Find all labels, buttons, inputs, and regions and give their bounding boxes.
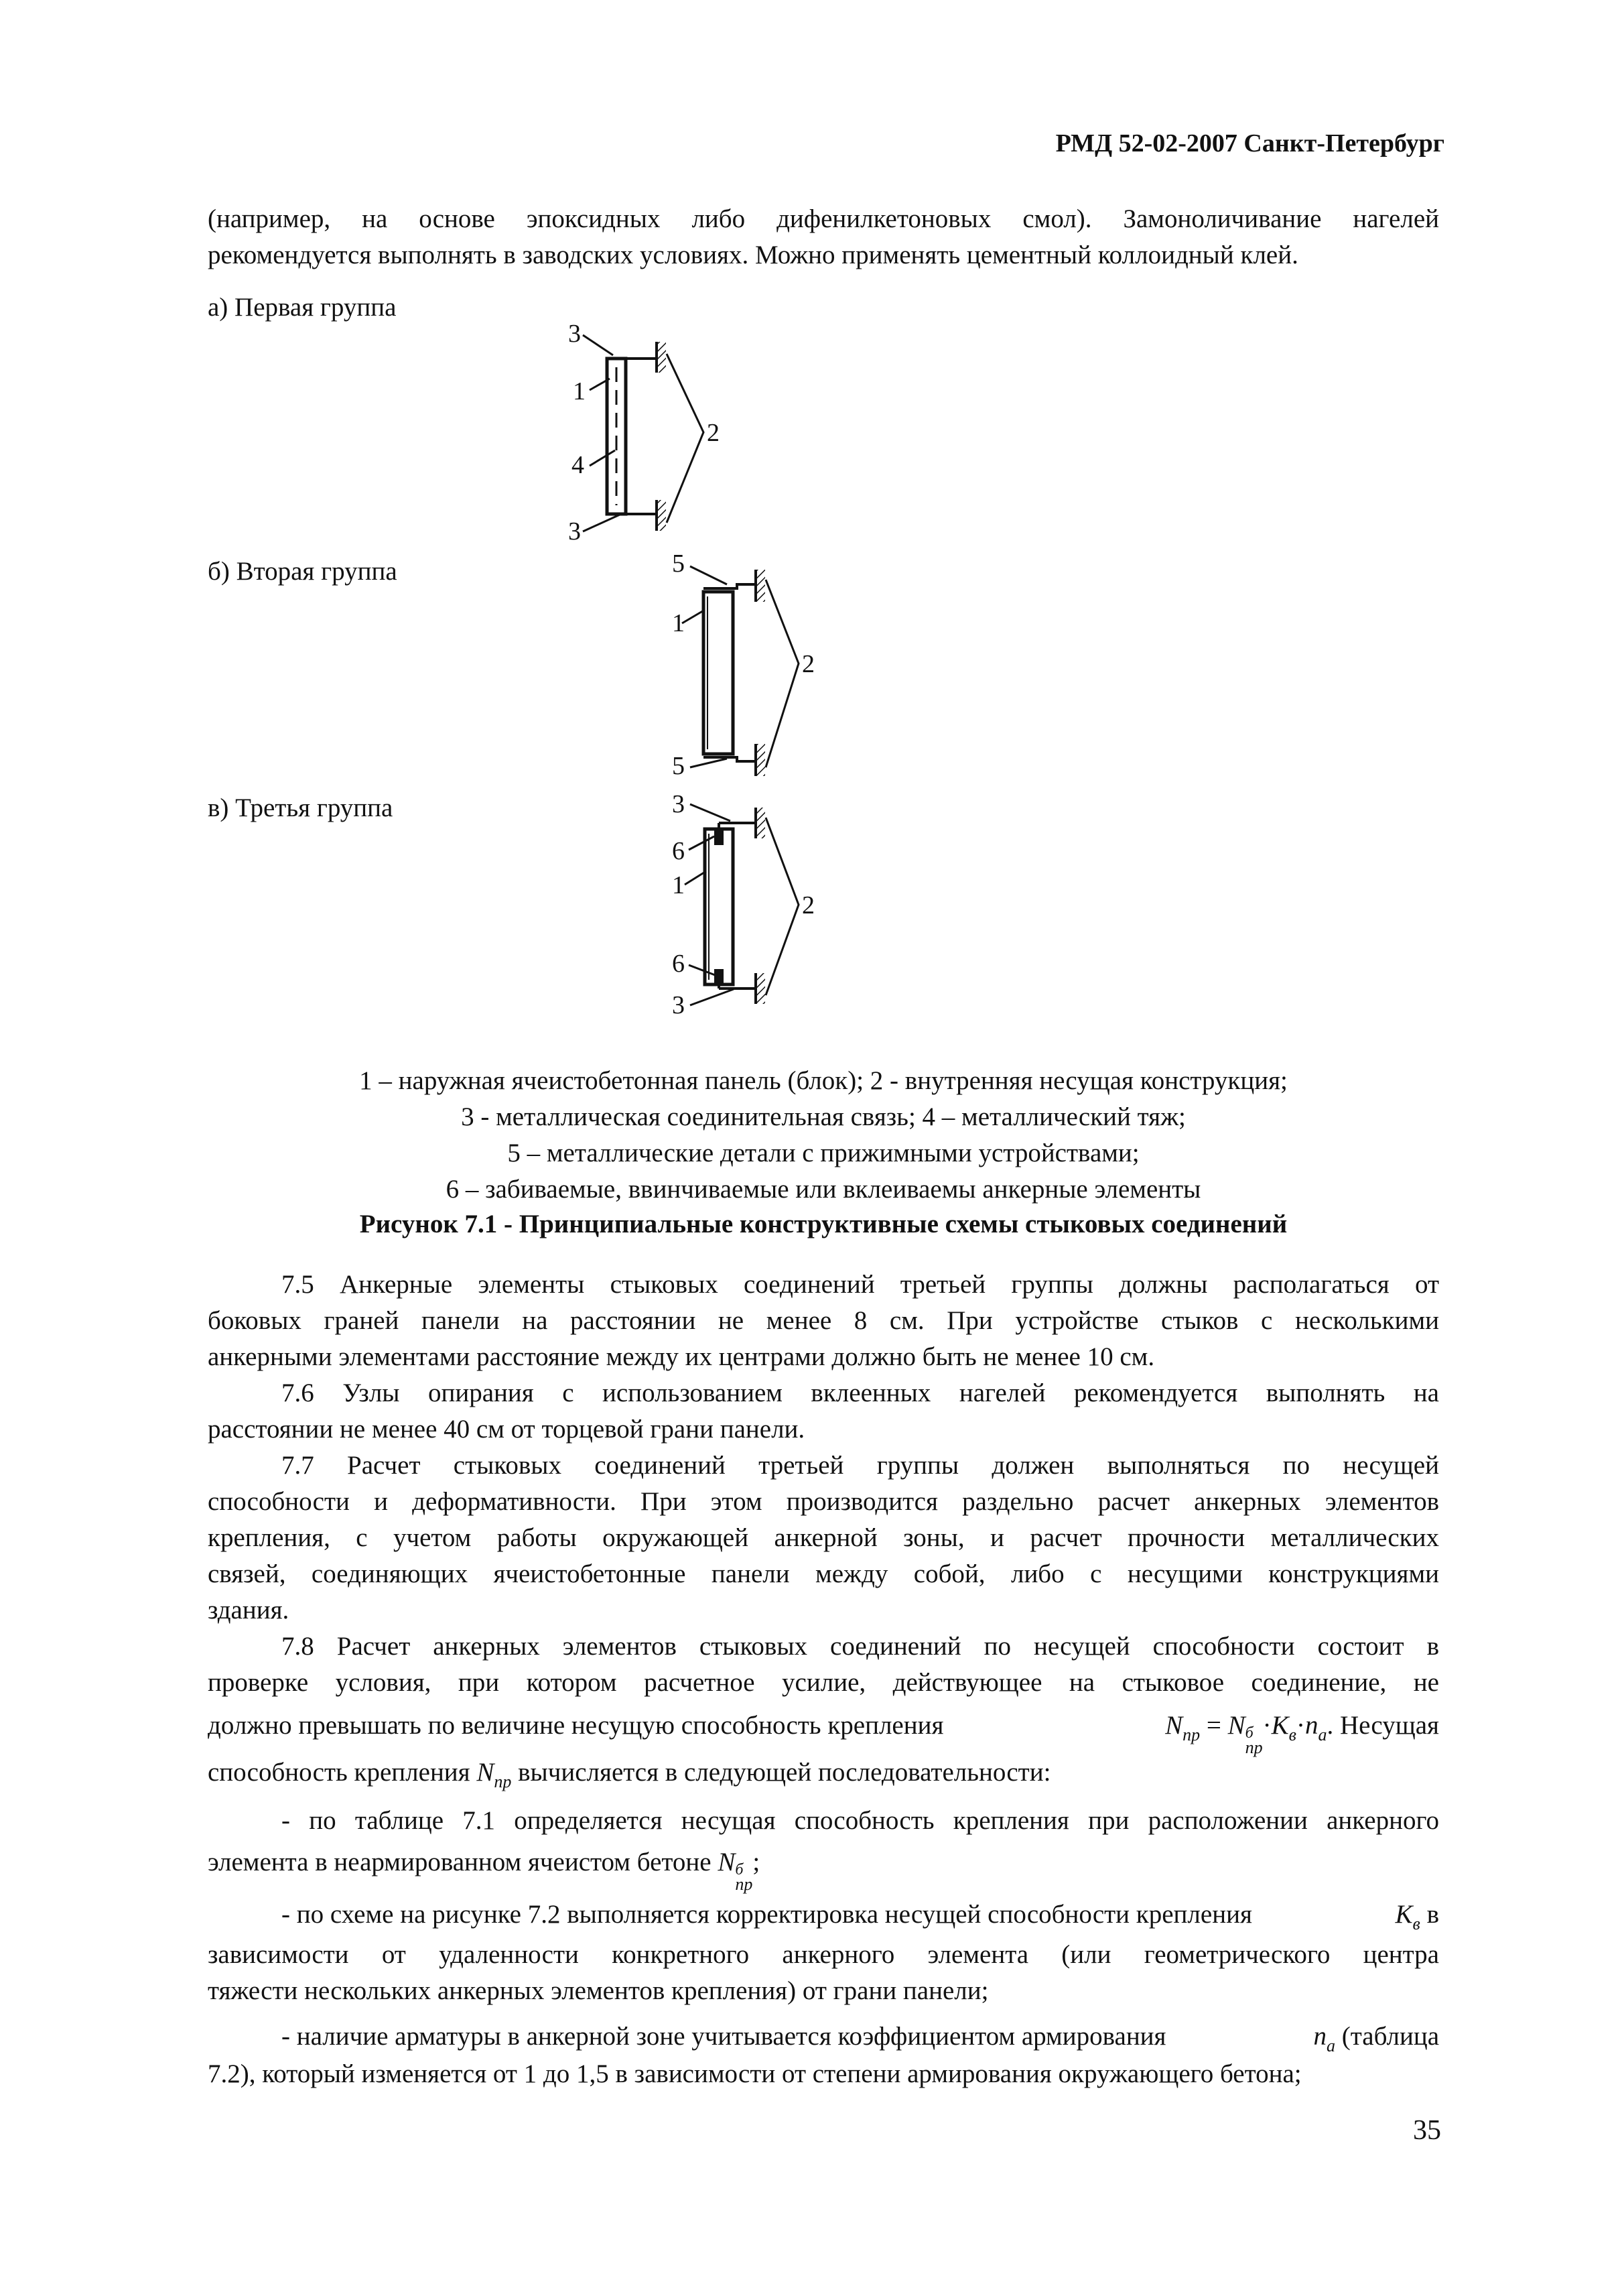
intro-line-1: (например, на основе эпоксидных либо дифенилкетоновых смол). Замоноличивание нагелей: [208, 204, 1439, 233]
clamp-top-b: [703, 584, 756, 588]
wall-bottom-b: [756, 744, 765, 776]
running-head: РМД 52-02-2007 Санкт-Петербург: [1055, 129, 1444, 157]
page-number: 35: [1413, 2115, 1441, 2146]
label-3-top-a: 3: [568, 320, 581, 348]
anchor-top-c: [714, 829, 724, 845]
group-label-third: в) Третья группа: [208, 793, 393, 822]
legend-line-3: 5 – металлические детали с прижимными устройствами;: [507, 1139, 1140, 1167]
group-label-second: б) Вторая группа: [208, 557, 397, 586]
leader-6-bottom-c: [689, 965, 717, 976]
leader-3-bottom-c: [690, 989, 734, 1005]
s75-line-1: 7.5 Анкерные элементы стыковых соединений третьей группы должны располагаться от: [281, 1270, 1439, 1299]
label-5-bottom-b: 5: [672, 752, 685, 780]
s78-line-2: проверке условия, при котором расчетное усилие, действующее на стыковое соединение, не: [208, 1668, 1439, 1697]
label-1-a: 1: [573, 377, 586, 405]
label-4-a: 4: [571, 451, 584, 479]
s77-line-2: способности и деформативности. При этом производится раздельно расчет анкерных элементов: [208, 1487, 1439, 1516]
figure-caption: Рисунок 7.1 - Принципиальные конструктивные схемы стыковых соединений: [359, 1210, 1288, 1238]
label-2-c: 2: [802, 891, 815, 919]
label-3-bottom-c: 3: [672, 991, 685, 1019]
formula-npr: $N_{пр} = N$ б пр $\cdot K_в\cdot n_а$. Несущая: [1165, 1711, 1439, 1757]
s78-line-4: способность крепления $N_{пр}$ вычисляется в следующей последовательности:: [208, 1758, 1051, 1791]
label-3-bottom-a: 3: [568, 517, 581, 546]
bracket-2-c: [766, 818, 799, 995]
wall-top-a: [657, 342, 666, 373]
s77-line-4: связей, соединяющих ячеистобетонные панели между собой, либо с несущими конструкциями: [208, 1559, 1439, 1588]
bullet-1-line-2: элемента в неармированном ячеистом бетоне N б пр ;: [208, 1848, 760, 1894]
anchor-bottom-c: [714, 969, 724, 984]
bullet-2-line-1: - по схеме на рисунке 7.2 выполняется корректировка несущей способности крепления $K_в$ в: [281, 1900, 1439, 1933]
leader-3-top-c: [690, 804, 730, 821]
group-label-first: а) Первая группа: [208, 293, 397, 322]
bullet-3-line-1: - наличие арматуры в анкерной зоне учитывается коэффициентом армирования $n_а$ (таблица: [281, 2022, 1439, 2055]
label-1-b: 1: [672, 609, 685, 637]
s76-line-1: 7.6 Узлы опирания с использованием вклеенных нагелей рекомендуется выполнять на: [281, 1379, 1439, 1407]
label-1-c: 1: [672, 871, 685, 899]
bracket-2-b: [766, 580, 799, 767]
s75-line-2: боковых граней панели на расстоянии не менее 8 см. При устройстве стыков с несколькими: [208, 1306, 1439, 1335]
legend-line-4: 6 – забиваемые, ввинчиваемые или вклеиваемы анкерные элементы: [446, 1175, 1201, 1204]
leader-1-b: [682, 610, 705, 623]
leader-6-top-c: [689, 836, 714, 850]
label-3-top-c: 3: [672, 790, 685, 818]
leader-3-bottom-a: [583, 515, 620, 531]
label-5-top-b: 5: [672, 550, 685, 578]
bullet-2-line-3: тяжести нескольких анкерных элементов крепления) от грани панели;: [208, 1976, 989, 2005]
intro-line-2: рекомендуется выполнять в заводских условиях. Можно применять цементный коллоидный клей.: [208, 241, 1298, 269]
leader-3-top-a: [583, 335, 613, 355]
wall-bottom-c: [756, 973, 765, 1004]
s78-line-3: [208, 1708, 1439, 1755]
s78-line-3-text: должно превышать по величине несущую способность крепления: [208, 1711, 944, 1740]
s77-line-3: крепления, с учетом работы окружающей анкерной зоны, и расчет прочности металлических: [208, 1523, 1439, 1552]
label-6-top-c: 6: [672, 837, 685, 865]
scheme-first-group: [568, 320, 720, 546]
wall-top-b: [756, 570, 765, 602]
wall-bottom-a: [657, 500, 666, 531]
s77-line-1: 7.7 Расчет стыковых соединений третьей группы должен выполняться по несущей: [281, 1451, 1439, 1480]
bracket-2-a: [667, 354, 703, 523]
label-2-a: 2: [707, 419, 720, 447]
s76-line-2: расстоянии не менее 40 см от торцевой грани панели.: [208, 1415, 805, 1444]
leader-5-bottom-b: [690, 759, 727, 767]
joint-schemes-figure: [0, 0, 1622, 1045]
leader-5-top-b: [690, 566, 727, 584]
wall-top-c: [756, 808, 765, 838]
leader-1-c: [685, 871, 706, 885]
s77-line-5: здания.: [208, 1596, 289, 1624]
bullet-2-line-2: зависимости от удаленности конкретного анкерного элемента (или геометрического центра: [208, 1940, 1439, 1969]
clamp-bottom-b: [703, 757, 756, 761]
s78-line-1: 7.8 Расчет анкерных элементов стыковых соединений по несущей способности состоит в: [281, 1632, 1439, 1661]
bullet-3-line-2: 7.2), который изменяется от 1 до 1,5 в зависимости от степени армирования окружающего бетона;: [208, 2059, 1302, 2088]
legend-line-2: 3 - металлическая соединительная связь; 4 – металлический тяж;: [461, 1102, 1186, 1131]
label-2-b: 2: [802, 650, 815, 678]
s75-line-3: анкерными элементами расстояние между их центрами должно быть не менее 10 см.: [208, 1342, 1155, 1371]
scheme-second-group: [672, 550, 815, 780]
scheme-third-group: [672, 790, 815, 1019]
bullet-1-line-1: - по таблице 7.1 определяется несущая способность крепления при расположении анкерного: [281, 1806, 1439, 1835]
legend-line-1: 1 – наружная ячеистобетонная панель (блок); 2 - внутренняя несущая конструкция;: [359, 1066, 1288, 1095]
leader-4-a: [590, 450, 615, 466]
label-6-bottom-c: 6: [672, 950, 685, 978]
